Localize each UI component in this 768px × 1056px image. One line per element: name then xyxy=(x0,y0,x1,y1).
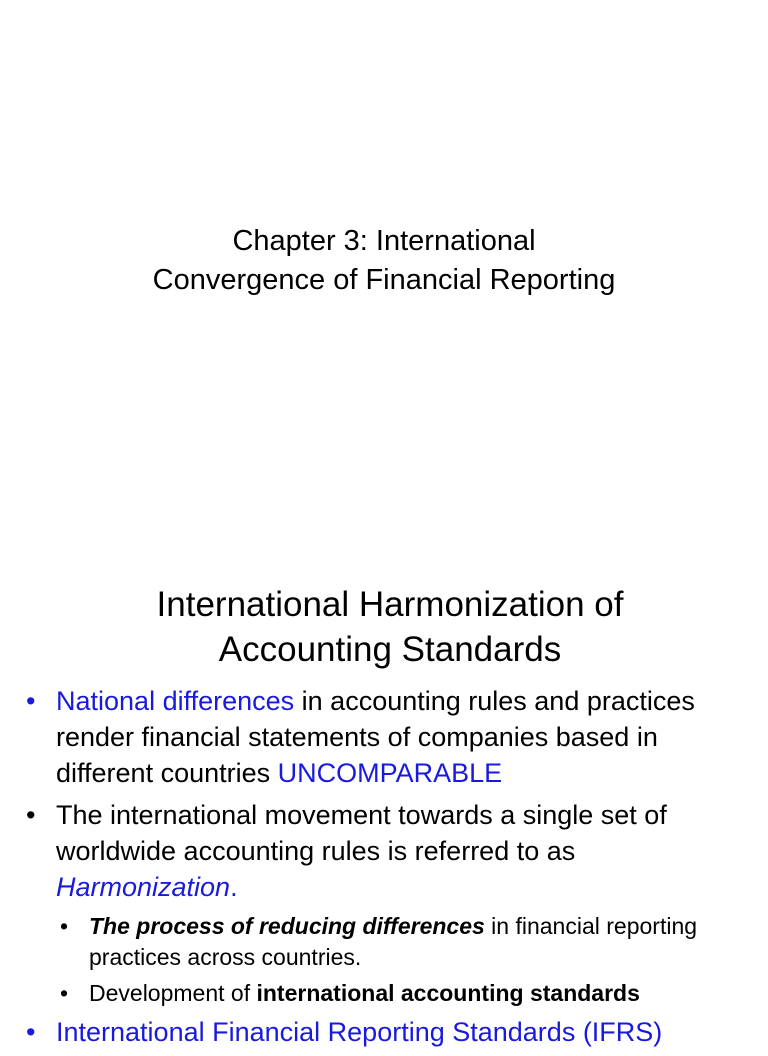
title-line-1: International Harmonization of xyxy=(156,585,624,624)
bullet-icon: • xyxy=(60,980,69,1006)
bullet-harmonization xyxy=(0,797,768,905)
subbullet-text: in financial reporting practices across countries. xyxy=(89,913,698,970)
title-line-1: Chapter 3: International xyxy=(232,225,536,257)
slide-title-harmonization xyxy=(0,582,768,672)
subbullet-international-standards xyxy=(0,978,768,1009)
bullet-highlight-ifrs: International Financial Reporting Standards (IFRS) xyxy=(56,1017,663,1047)
bullet-icon: • xyxy=(26,686,36,716)
title-line-2: Convergence of Financial Reporting xyxy=(152,264,616,296)
subbullet-text: Development of xyxy=(89,980,257,1006)
subbullet-reducing-differences xyxy=(0,911,768,973)
bullet-ifrs xyxy=(0,1014,768,1050)
title-line-2: Accounting Standards xyxy=(218,630,562,669)
bullet-icon: • xyxy=(60,913,69,939)
slide-title-chapter xyxy=(0,222,768,300)
subbullet-emphasis: international accounting standards xyxy=(256,980,640,1006)
bullet-highlight-harmonization: Harmonization xyxy=(56,872,231,902)
bullet-national-differences xyxy=(0,683,768,791)
bullet-text: in accounting rules and practices render financial statements of companies based in different countries xyxy=(56,686,695,788)
bullet-highlight: National differences xyxy=(56,686,295,716)
subbullet-emphasis: The process of reducing differences xyxy=(89,913,485,939)
bullet-text: The international movement towards a single set of worldwide accounting rules is referred to as xyxy=(56,800,667,866)
bullet-list xyxy=(0,683,768,1056)
bullet-icon: • xyxy=(26,800,36,830)
bullet-highlight-uncomparable: UNCOMPARABLE xyxy=(277,758,503,788)
bullet-icon: • xyxy=(26,1017,36,1047)
bullet-period: . xyxy=(230,872,238,902)
